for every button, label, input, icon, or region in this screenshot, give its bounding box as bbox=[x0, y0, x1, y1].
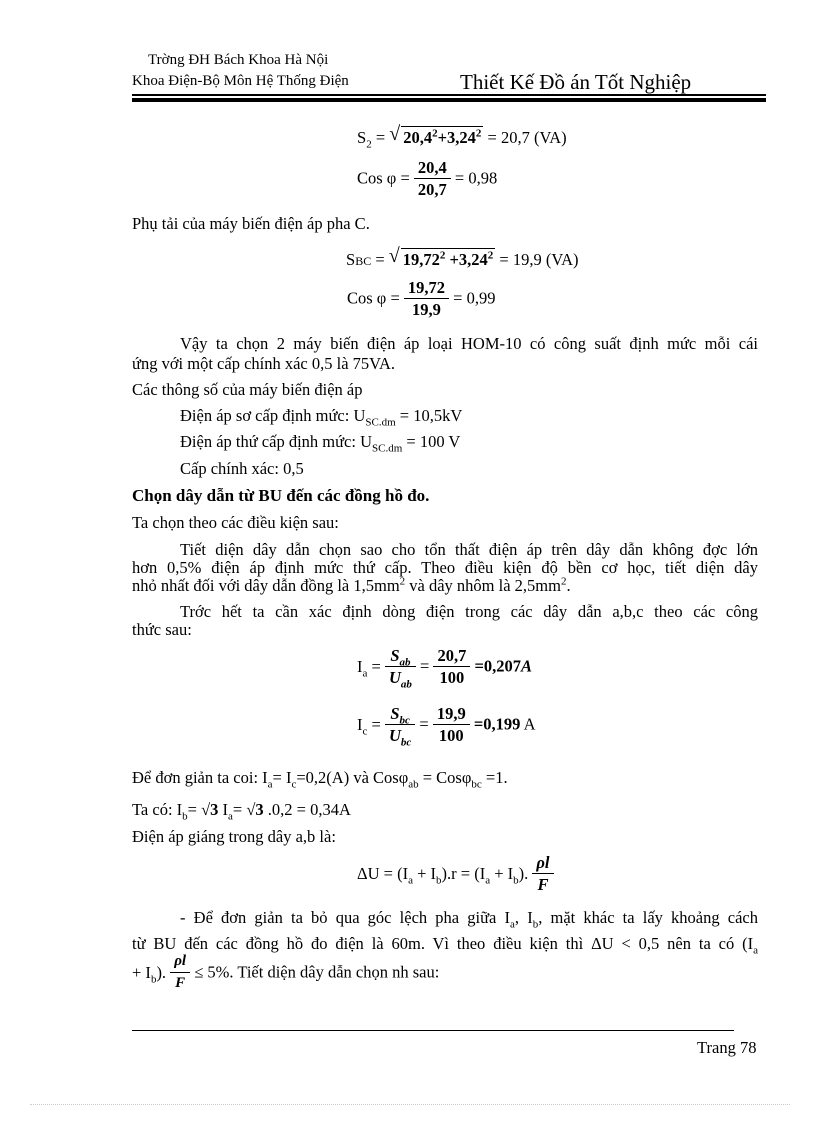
header-rule-thin bbox=[132, 94, 766, 96]
equation-ic: $I_c$ = $\frac{S_{bc}}{U_{bc}}$ = $\frac{19,9}{100}$ =0,199 A bbox=[357, 704, 536, 749]
frac-den: F bbox=[537, 875, 549, 894]
header-title: Thiết Kế Đồ án Tốt Nghiệp bbox=[460, 70, 692, 94]
equation-rhs: = 0,98 bbox=[454, 168, 498, 188]
frac-den: F bbox=[175, 975, 186, 991]
paragraph-4-line-2: từ BU đến các đồng hồ đo điện là 60m. Vì theo điều kiện thì ΔU < 0,5 nên ta có ($I_a$ bbox=[132, 934, 758, 957]
paragraph-2-line-2: hơn 0,5% điện áp định mức thứ cấp. Theo điều kiện độ bền cơ học, tiết diện dây bbox=[132, 558, 758, 577]
frac-num: ρl bbox=[532, 853, 553, 874]
paragraph-2-line-3: nhỏ nhất đối với dây dẫn đồng là $1,5mm^2$ và dây nhôm là $2,5mm^2$. bbox=[132, 575, 571, 595]
frac-den: 19,9 bbox=[412, 300, 441, 319]
phase-c-line: Phụ tải của máy biến điện áp pha C. bbox=[132, 214, 370, 233]
equation-ia: $I_a$ = $\frac{S_{ab}}{U_{ab}}$ = $\frac{20,7}{100}$ =0,207A bbox=[357, 646, 532, 691]
paragraph-3-line-1: Trớc hết ta cần xác định dòng điện trong các dây dẫn a,b,c theo các công bbox=[180, 602, 758, 621]
paragraph-1-line-1: Vậy ta chọn 2 máy biến điện áp loại HOM-10 có công suất định mức mỗi cái bbox=[180, 334, 758, 353]
conditions-intro: Ta chọn theo các điều kiện sau: bbox=[132, 513, 339, 532]
equation-cos-1: Cos φ = $\frac{20,4}{20,7}$ = 0,98 bbox=[357, 158, 498, 199]
page-edge-dotted-line bbox=[30, 1104, 790, 1105]
paragraph-4-line-3: + $I_b$). $\frac{\rho l}{F}$ ≤ 5%. Tiết diện dây dẫn chọn nh sau: bbox=[132, 953, 440, 991]
equation-delta-u: $\Delta U = (I_a + I_b).r = (I_a + I_b)$. $\frac{\rho l}{F}$ bbox=[357, 853, 554, 894]
frac-den: 100 bbox=[439, 668, 465, 687]
ib-line: Ta có: $I_b= √3$ $I_a= √3$ .0,2 = 0,34A bbox=[132, 800, 351, 823]
params-title: Các thông số của máy biến điện áp bbox=[132, 380, 363, 399]
paragraph-1-line-2: ứng với một cấp chính xác 0,5 là 75VA. bbox=[132, 354, 395, 373]
frac-num: 19,72 bbox=[404, 278, 449, 299]
equation-s2: $S_2$ = √ $20,4^2+3,24^2 = 20,7$ (VA) bbox=[357, 123, 567, 151]
frac-den: 100 bbox=[438, 726, 464, 745]
paragraph-2-line-1: Tiết diện dây dẫn chọn sao cho tổn thất điện áp trên dây dẫn không đợc lớn bbox=[180, 540, 758, 559]
paragraph-3-line-2: thức sau: bbox=[132, 620, 192, 639]
header-department: Khoa Điện-Bộ Môn Hệ Thống Điện bbox=[132, 73, 349, 89]
frac-num: 19,9 bbox=[433, 704, 470, 725]
section-heading: Chọn dây dẫn từ BU đến các đồng hồ đo. bbox=[132, 486, 430, 505]
simplify-line: Để đơn giản ta coi: $I_a= I_c=0,2(A)$ và Cosφ$_{ab}$ = Cosφ$_{bc}$ =1. bbox=[132, 768, 508, 791]
param-primary-voltage: Điện áp sơ cấp định mức: $U_{SC.dm} = 10,5kV$ bbox=[180, 406, 463, 429]
frac-num: ρl bbox=[170, 952, 190, 973]
voltage-drop-intro: Điện áp giáng trong dây a,b là: bbox=[132, 827, 336, 846]
frac-den: 20,7 bbox=[417, 180, 447, 199]
header-rule-thick bbox=[132, 98, 766, 102]
frac-num: 20,4 bbox=[414, 158, 451, 179]
equation-sbc: SBC = √ $19,72^2 +3,24^2 = 19,9$ (VA) bbox=[346, 245, 579, 269]
page-number: Trang 78 bbox=[697, 1038, 757, 1057]
paragraph-4-line-1: - Để đơn giản ta bỏ qua góc lệch pha giữa $I_a$, $I_b$, mặt khác ta lấy khoảng cách bbox=[180, 908, 759, 931]
frac-num: 20,7 bbox=[433, 646, 470, 667]
footer-rule bbox=[132, 1030, 734, 1031]
header-school: Trờng ĐH Bách Khoa Hà Nội bbox=[148, 52, 329, 68]
param-accuracy: Cấp chính xác: 0,5 bbox=[180, 459, 304, 478]
equation-cos-2: Cos φ = $\frac{19,72}{19,9}$ = 0,99 bbox=[347, 278, 496, 319]
equation-rhs: = 0,99 bbox=[453, 288, 496, 308]
param-secondary-voltage: Điện áp thứ cấp định mức: $U_{SC.dm} = 100$ V bbox=[180, 432, 461, 455]
paragraph-4-line-3-text: ≤ 5%. Tiết diện dây dẫn chọn nh sau: bbox=[194, 962, 440, 982]
